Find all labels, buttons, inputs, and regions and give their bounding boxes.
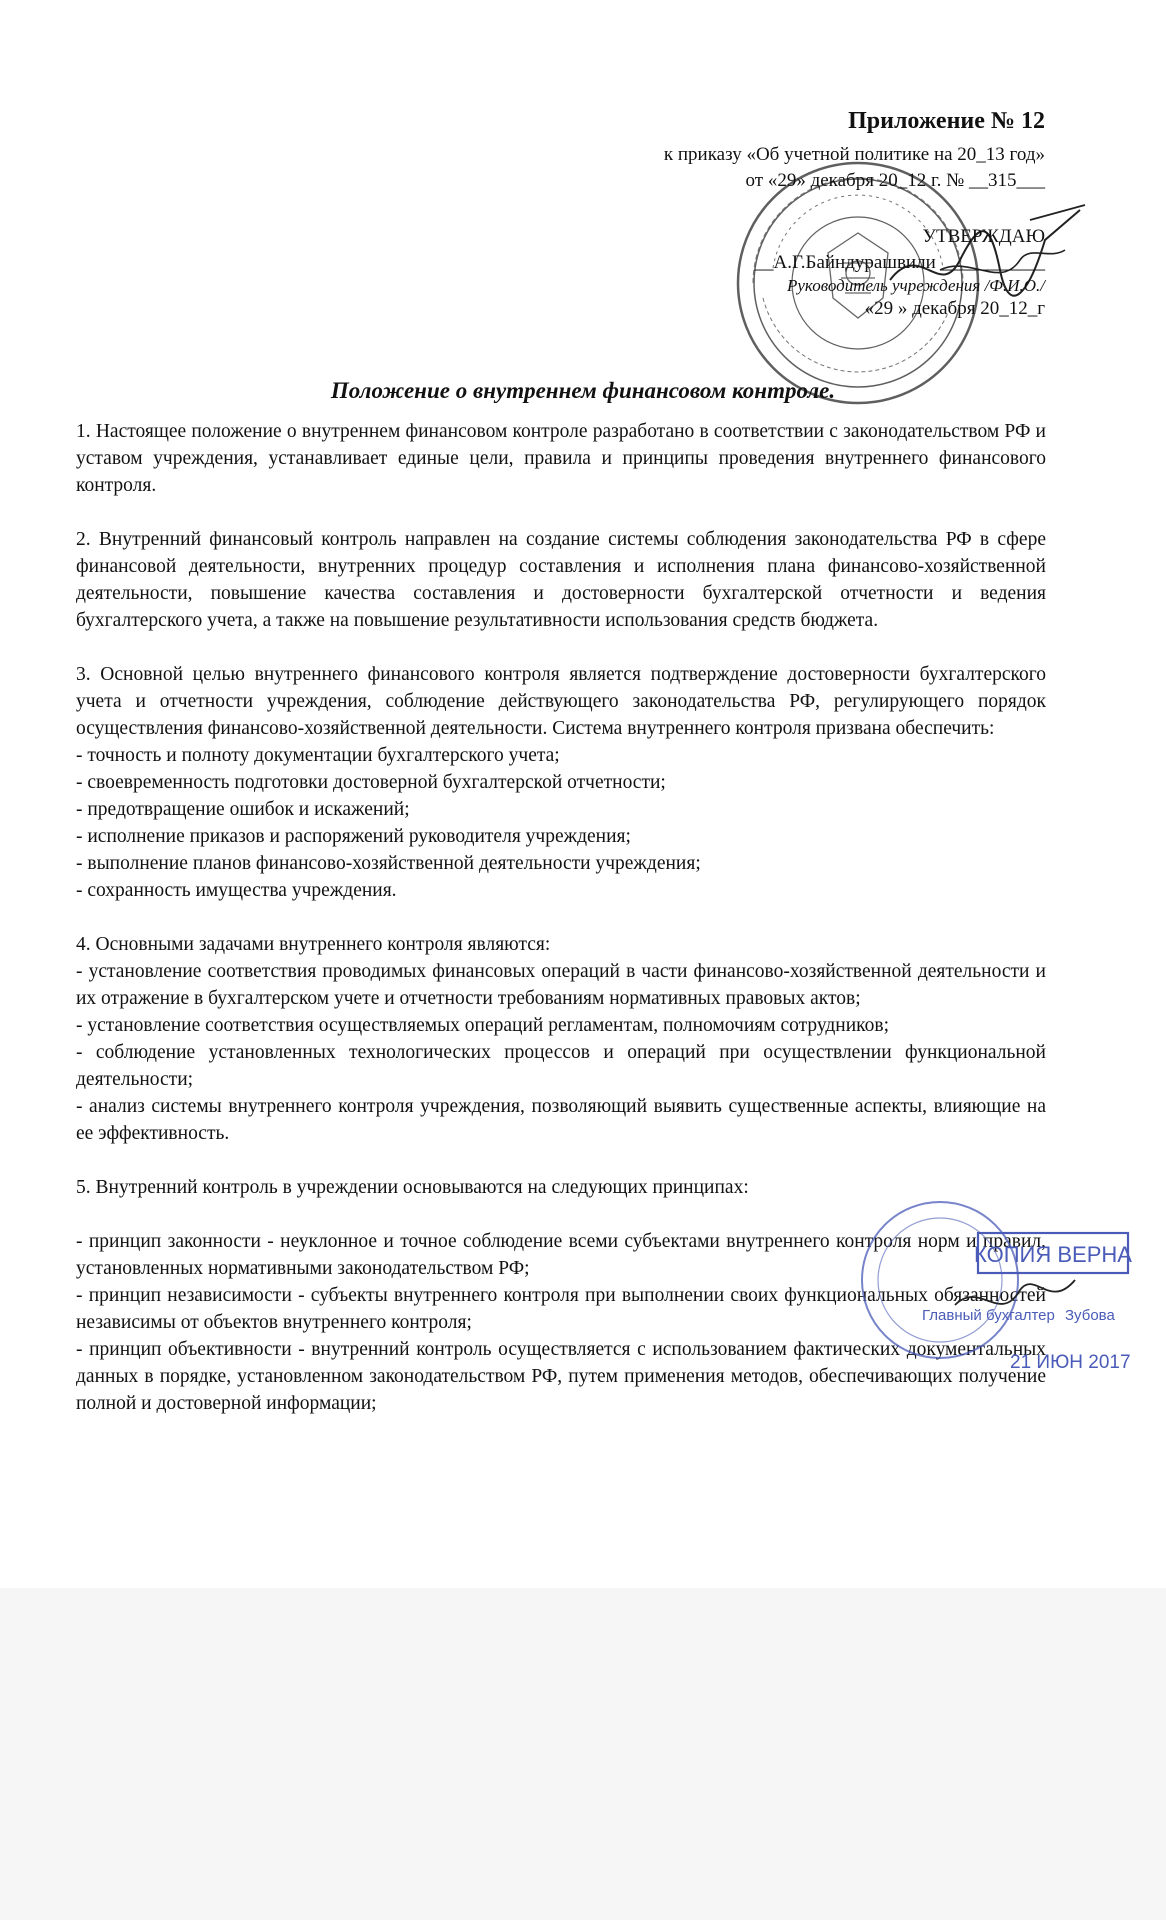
stamp-name: Зубова [1065, 1307, 1115, 1324]
copy-label: КОПИЯ ВЕРНА [974, 1242, 1132, 1267]
list-item: - соблюдение установленных технологических процессов и операций при осуществлении функциональной деятельности; [76, 1042, 1046, 1090]
stamp-date: 21 ИЮН 2017 [1010, 1352, 1131, 1373]
stamp-role: Главный бухгалтер [922, 1307, 1055, 1324]
spacer [76, 1147, 1046, 1174]
page-bottom-margin [0, 1588, 1166, 1920]
list-item: - установление соответствия проводимых финансовых операций в части финансово-хозяйственной деятельности и их отражение в бухгалтерском учете и отчетности требованиям нормативных правовых актов; [76, 961, 1046, 1009]
appendix-title: Приложение № 12 [848, 108, 1045, 134]
order-date: от «29» декабря 20_12 г. № __315___ [745, 170, 1045, 191]
approve-label: УТВЕРЖДАЮ [922, 226, 1045, 247]
list-item: - выполнение планов финансово-хозяйственной деятельности учреждения; [76, 853, 701, 874]
order-reference: к приказу «Об учетной политике на 20_13 год» [663, 144, 1045, 165]
approve-date: «29 » декабря 20_12_г [864, 298, 1045, 319]
list-item: - анализ системы внутреннего контроля учреждения, позволяющий выявить существенные аспекты, влияющие на ее эффективность. [76, 1096, 1046, 1144]
list-item: - точность и полноту документации бухгалтерского учета; [76, 745, 560, 766]
document-title: Положение о внутреннем финансовом контроле. [330, 378, 836, 403]
list-item: - исполнение приказов и распоряжений руководителя учреждения; [76, 826, 631, 847]
spacer [76, 904, 1046, 931]
signer-role: Руководитель учреждения /Ф.И.О./ [786, 276, 1045, 295]
copy-certified-stamp [860, 1185, 1145, 1395]
paragraph-5: 5. Внутренний контроль в учреждении основываются на следующих принципах: [76, 1177, 749, 1198]
list-item: - принцип объективности - внутренний контроль осуществляется с использованием фактических документальных данных в порядке, установленном законодательством РФ, путем применения методов, обеспечивающих получение полной и достоверной информации; [76, 1339, 1046, 1414]
list-item: - принцип независимости - субъекты внутреннего контроля при выполнении своих функциональных обязанностей независимы от объектов внутреннего контроля; [76, 1285, 1046, 1333]
list-item: - принцип законности - неуклонное и точное соблюдение всеми субъектами внутреннего контроля норм и правил, установленных нормативными законодательством РФ; [76, 1231, 1046, 1279]
signer-name: __А.Г.Байндурашвили ___________ [754, 252, 1045, 273]
paragraph-4: 4. Основными задачами внутреннего контроля являются: [76, 934, 551, 955]
paragraph-1: 1. Настоящее положение о внутреннем финансовом контроле разработано в соответствии с законодательством РФ и уставом учреждения, устанавливает единые цели, правила и принципы проведения внутреннего финансового контроля. [76, 421, 1046, 496]
paragraph-3: 3. Основной целью внутреннего финансового контроля является подтверждение достоверности бухгалтерского учета и отчетности учреждения, соблюдение действующего законодательства РФ, регулирующего порядок осуществления финансово-хозяйственной деятельности. Система внутреннего контроля призвана обеспечить: [76, 664, 1046, 739]
list-item: - предотвращение ошибок и искажений; [76, 799, 410, 820]
list-item: - установление соответствия осуществляемых операций регламентам, полномочиям сотрудников; [76, 1015, 890, 1036]
list-item: - сохранность имущества учреждения. [76, 880, 397, 901]
paragraph-2: 2. Внутренний финансовый контроль направлен на создание системы соблюдения законодательства РФ в сфере финансовой деятельности, внутренних процедур составления и исполнения плана финансово-хозяйственной деятельности, повышение качества составления и достоверности бухгалтерской отчетности и ведения бухгалтерского учета, а также на повышение результативности использования средств бюджета. [76, 529, 1046, 631]
list-item: - своевременность подготовки достоверной бухгалтерской отчетности; [76, 772, 666, 793]
